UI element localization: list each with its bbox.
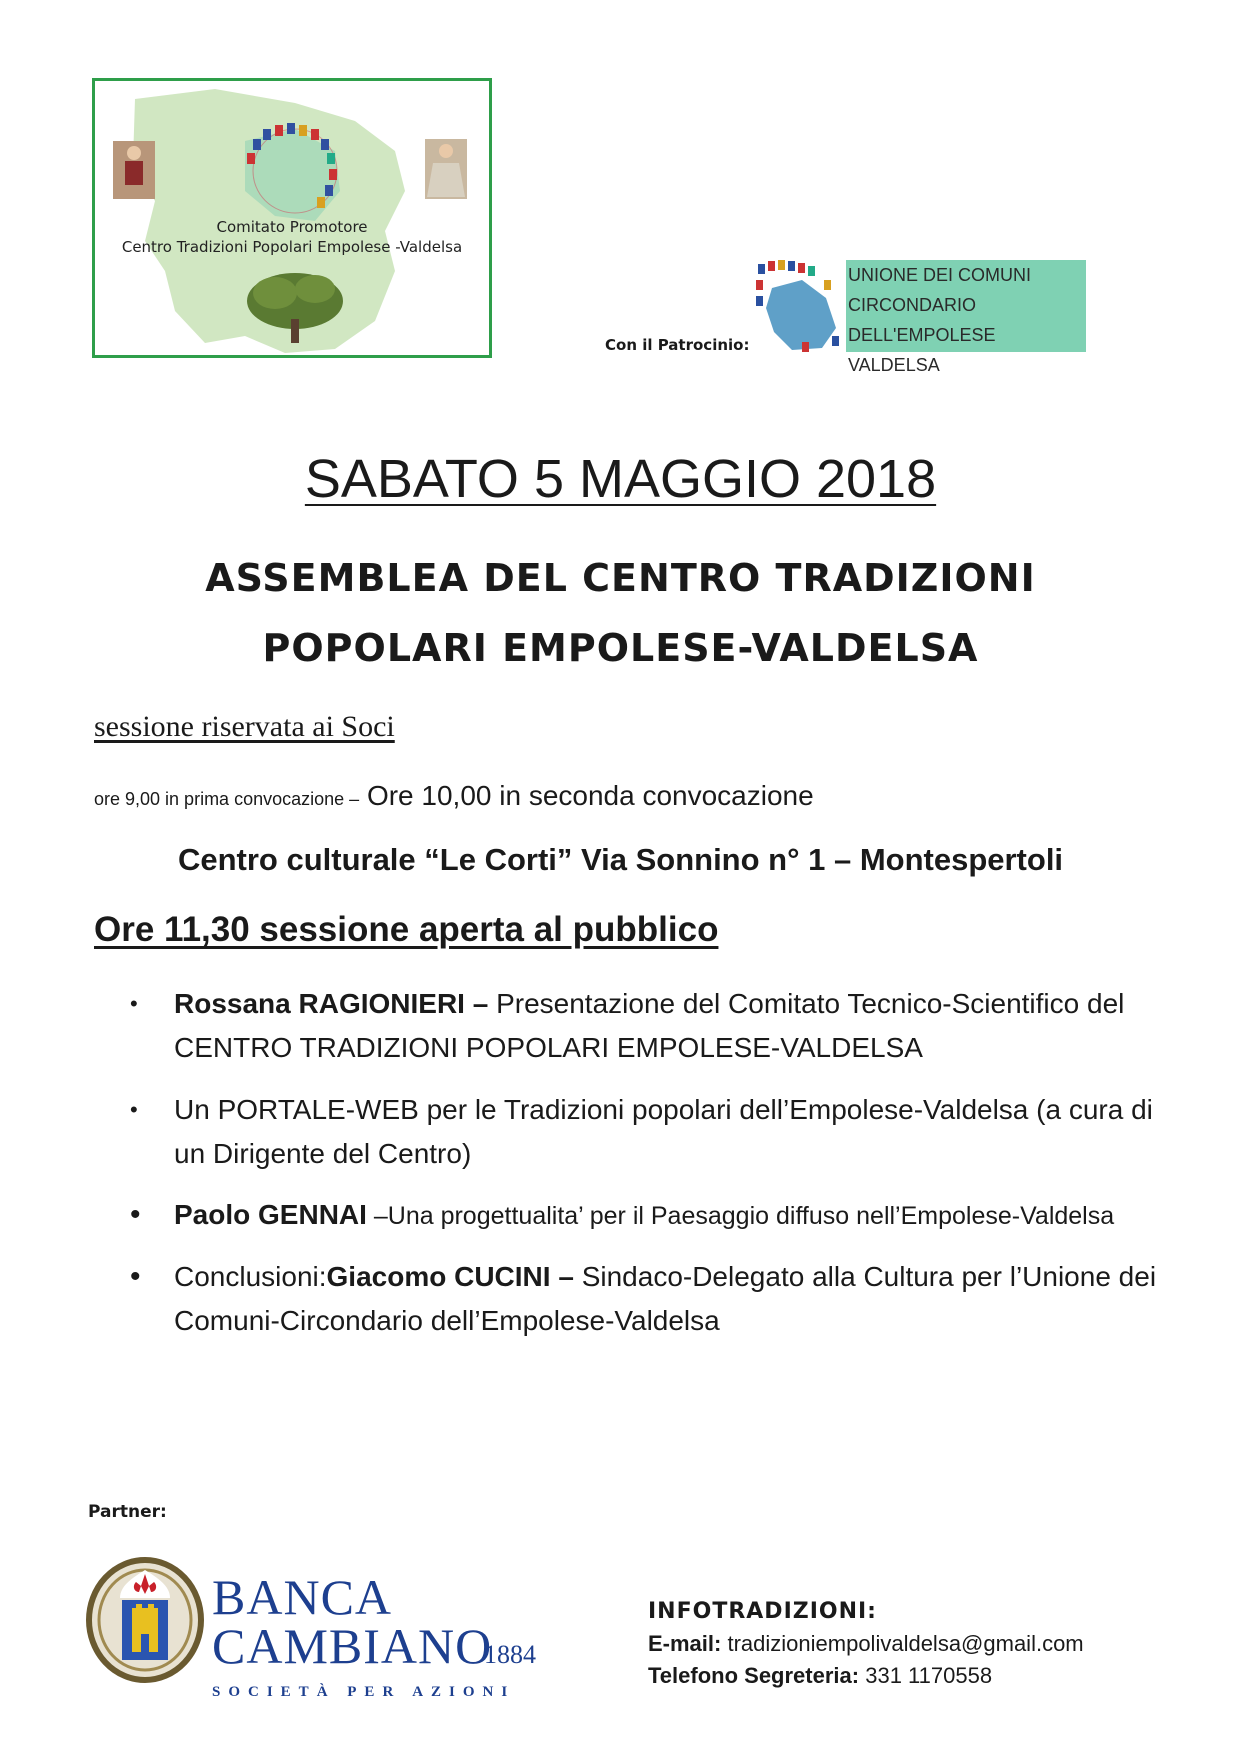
phone-number: 331 1170558 [865,1663,993,1688]
agenda-text: Presentazione del Comitato Tecnico-Scientifico del CENTRO TRADIZIONI POPOLARI EMPOLESE-VALDELSA [174,988,1125,1063]
logo-caption-line1: Comitato Promotore [216,218,368,236]
public-session-heading: Ore 11,30 sessione aperta al pubblico [94,910,719,949]
bullet-icon: • [130,1097,138,1122]
patronage-label: Con il Patrocinio: [605,336,750,354]
bank-year: 1884 [484,1640,536,1669]
agenda-prefix: Conclusioni: [174,1261,327,1292]
first-call: ore 9,00 in prima convocazione – [94,789,360,809]
convocation-times [94,780,814,812]
event-date-text: SABATO 5 MAGGIO 2018 [304,449,937,509]
unione-comuni-badge [846,260,1086,375]
agenda-text: Un PORTALE-WEB per le Tradizioni popolari dell’Empolese-Valdelsa (a cura di un Dirigente del Centro) [174,1094,1153,1169]
unione-line1: UNIONE DEI COMUNI [848,265,1032,285]
list-item [126,1088,1166,1176]
email-address[interactable]: tradizioniempolivaldelsa@gmail.com [727,1631,1084,1656]
list-item [126,1255,1166,1343]
committee-logo [92,78,492,358]
agenda-text: Sindaco-Delegato alla Cultura per l’Unione dei Comuni-Circondario dell’Empolese-Valdelsa [174,1261,1157,1336]
agenda-speaker: Rossana RAGIONIERI – [174,988,489,1019]
bank-subtitle: SOCIETÀ PER AZIONI [212,1684,516,1700]
bullet-icon: • [130,1198,141,1231]
bank-name-line1: BANCA [212,1569,393,1625]
unione-comuni-map-icon [752,258,846,358]
event-date [0,448,1241,510]
bank-name-line2: CAMBIANO [212,1618,493,1674]
info-title: INFOTRADIZIONI: [648,1599,877,1624]
email-label: E-mail: [648,1631,722,1656]
agenda-list [126,982,1166,1361]
venue: Centro culturale “Le Corti” Via Sonnino n° 1 – Montespertoli [177,842,1064,877]
members-session: sessione riservata ai Soci [94,710,395,743]
agenda-speaker: Giacomo CUCINI – [326,1261,574,1292]
bank-crest-icon [86,1556,204,1686]
bullet-icon: • [130,1260,141,1293]
bullet-icon: • [130,991,138,1016]
partner-label: Partner: [88,1502,167,1522]
logo-caption-line2: Centro Tradizioni Popolari Empolese -Valdelsa [121,238,463,256]
info-email-row [648,1628,1084,1660]
agenda-text: –Una progettualita’ per il Paesaggio diffuso nell’Empolese-Valdelsa [366,1202,1115,1230]
info-block [648,1596,1084,1692]
list-item [126,982,1166,1070]
event-title-line1: ASSEMBLEA DEL CENTRO TRADIZIONI [205,556,1036,600]
phone-label: Telefono Segreteria: [648,1663,860,1688]
event-title-line2: POPOLARI EMPOLESE-VALDELSA [262,626,979,670]
info-phone-row [648,1660,1084,1692]
second-call: Ore 10,00 in seconda convocazione [366,780,814,811]
unione-line2: CIRCONDARIO [848,295,977,315]
list-item [126,1194,1166,1237]
agenda-speaker: Paolo GENNAI [174,1199,367,1230]
unione-line3: DELL'EMPOLESE VALDELSA [848,325,996,375]
